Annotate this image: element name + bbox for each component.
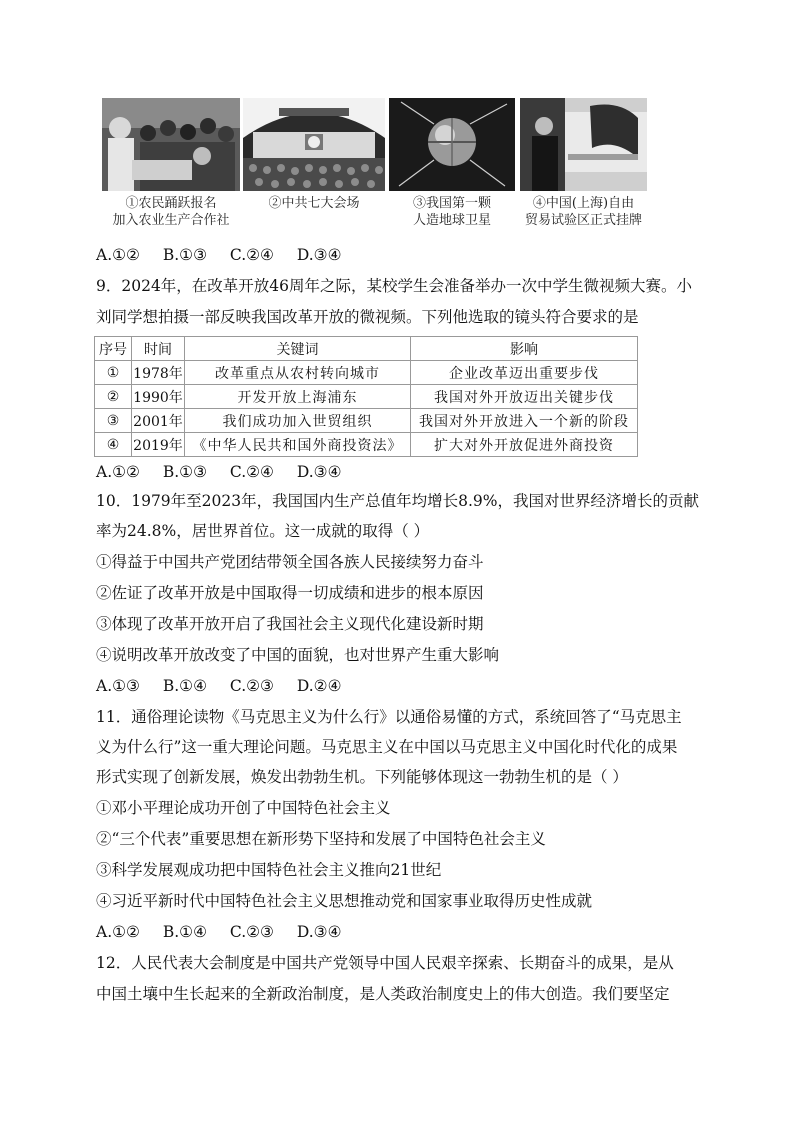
table-header-row (95, 337, 638, 361)
q10-options (96, 676, 341, 696)
q9-options (96, 462, 341, 482)
table-cell: 扩大对外开放促进外商投资 (411, 433, 638, 457)
q11-statement: ④习近平新时代中国特色社会主义思想推动党和国家事业取得历史性成就 (96, 892, 593, 910)
table-cell: 1978年 (132, 361, 185, 385)
photo-caption-2 (243, 195, 385, 212)
caption-line: 人造地球卫星 (412, 213, 491, 228)
q10-statement: ①得益于中国共产党团结带领全国各族人民接续努力奋斗 (96, 553, 484, 571)
q11-statement: ②“三个代表”重要思想在新形势下坚持和发展了中国特色社会主义 (96, 830, 546, 848)
table-cell: 2019年 (132, 433, 185, 457)
option-c[interactable]: C.②③ (229, 923, 274, 941)
q9-stem-line-2: 刘同学想拍摄一部反映我国改革开放的微视频。下列他选取的镜头符合要求的是 (96, 308, 639, 326)
header-cell: 关键词 (185, 337, 411, 361)
satellite-photo-image (389, 98, 515, 191)
q10-stem-line-1: 10．1979年至2023年，我国国内生产总值年均增长8.9%，我国对世界经济增长的贡献 (96, 492, 699, 510)
ftz-photo-image (520, 98, 647, 191)
q9-stem-line-1: 9．2024年，在改革开放46周年之际，某校学生会准备举办一次中学生微视频大赛。小 (96, 277, 693, 295)
option-a[interactable]: A.①② (96, 923, 140, 941)
caption-line: ②中共七大会场 (268, 196, 360, 211)
q11-stem-line-1: 11．通俗理论读物《马克思主义为什么行》以通俗易懂的方式，系统回答了“马克思主 (96, 708, 682, 726)
option-a[interactable]: A.①③ (96, 677, 140, 695)
q10-stem-line-2: 率为24.8%，居世界首位。这一成就的取得（ ） (96, 522, 430, 540)
table-cell: 1990年 (132, 385, 185, 409)
table-cell: 企业改革迈出重要步伐 (411, 361, 638, 385)
option-b[interactable]: B.①③ (162, 246, 207, 264)
q12-stem-line-2: 中国土壤中生长起来的全新政治制度，是人类政治制度史上的伟大创造。我们要坚定 (96, 985, 670, 1003)
table-cell: 我国对外开放进入一个新的阶段 (411, 409, 638, 433)
q11-stem-line-3: 形式实现了创新发展，焕发出勃勃生机。下列能够体现这一勃勃生机的是（ ） (96, 768, 628, 786)
option-d[interactable]: D.③④ (296, 923, 342, 941)
caption-line: ①农民踊跃报名 (125, 196, 217, 211)
option-b[interactable]: B.①④ (162, 677, 207, 695)
option-a[interactable]: A.①② (96, 246, 140, 264)
congress-photo-image (243, 98, 385, 191)
table-cell: 我们成功加入世贸组织 (185, 409, 411, 433)
table-cell: 我国对外开放迈出关键步伐 (411, 385, 638, 409)
q9-table (94, 336, 638, 457)
table-row (95, 361, 638, 385)
q8-options (96, 245, 341, 265)
q11-statement: ①邓小平理论成功开创了中国特色社会主义 (96, 799, 391, 817)
table-cell: ② (95, 385, 132, 409)
caption-line: ④中国(上海)自由 (532, 196, 635, 211)
q10-statement: ④说明改革开放改变了中国的面貌，也对世界产生重大影响 (96, 646, 500, 664)
q10-statement: ③体现了改革开放开启了我国社会主义现代化建设新时期 (96, 615, 484, 633)
q11-statement: ③科学发展观成功把中国特色社会主义推向21世纪 (96, 861, 442, 879)
table-row (95, 385, 638, 409)
table-row (95, 409, 638, 433)
photo-caption-1 (102, 195, 240, 229)
caption-line: 贸易试验区正式挂牌 (524, 213, 642, 228)
table-row (95, 433, 638, 457)
table-cell: ① (95, 361, 132, 385)
table-cell: 《中华人民共和国外商投资法》 (185, 433, 411, 457)
table-cell: ④ (95, 433, 132, 457)
header-cell: 序号 (95, 337, 132, 361)
option-b[interactable]: B.①④ (162, 923, 207, 941)
header-cell: 时间 (132, 337, 185, 361)
q11-stem-line-2: 义为什么行”这一重大理论问题。马克思主义在中国以马克思主义中国化时代化的成果 (96, 738, 678, 756)
header-cell: 影响 (411, 337, 638, 361)
caption-line: ③我国第一颗 (412, 196, 491, 211)
option-a[interactable]: A.①② (96, 463, 140, 481)
table-cell: 改革重点从农村转向城市 (185, 361, 411, 385)
q10-statement: ②佐证了改革开放是中国取得一切成绩和进步的根本原因 (96, 584, 484, 602)
option-d[interactable]: D.③④ (296, 246, 342, 264)
option-c[interactable]: C.②④ (229, 246, 274, 264)
table-cell: 开发开放上海浦东 (185, 385, 411, 409)
option-c[interactable]: C.②③ (229, 677, 274, 695)
q11-options (96, 922, 341, 942)
table-cell: 2001年 (132, 409, 185, 433)
table-cell: ③ (95, 409, 132, 433)
option-b[interactable]: B.①③ (162, 463, 207, 481)
caption-line: 加入农业生产合作社 (112, 213, 230, 228)
option-c[interactable]: C.②④ (229, 463, 274, 481)
photo-strip (102, 98, 647, 233)
farmers-photo-image (102, 98, 240, 191)
option-d[interactable]: D.②④ (296, 677, 342, 695)
photo-caption-4 (520, 195, 647, 229)
q12-stem-line-1: 12．人民代表大会制度是中国共产党领导中国人民艰辛探索、长期奋斗的成果，是从 (96, 954, 674, 972)
photo-caption-3 (389, 195, 515, 229)
option-d[interactable]: D.③④ (296, 463, 342, 481)
